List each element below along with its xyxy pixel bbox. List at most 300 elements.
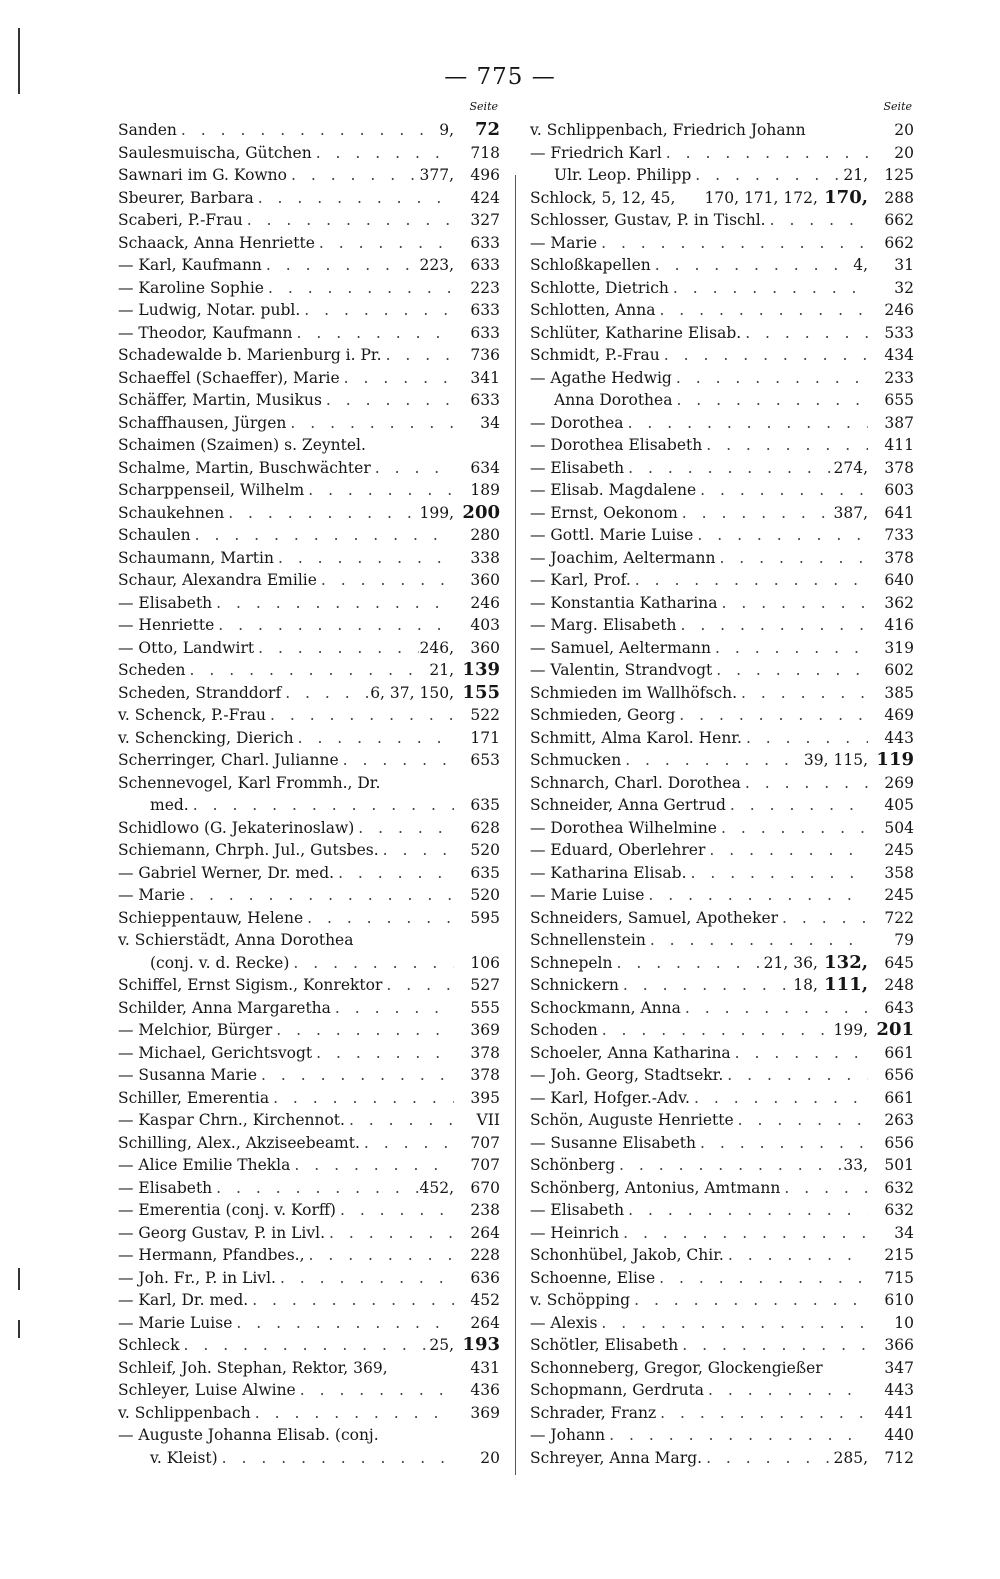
leader-dots: [345, 1109, 454, 1132]
leader-dots: [191, 524, 454, 547]
entry-name: Schlosser, Gustav, P. in Tischl.: [530, 211, 766, 229]
leader-dots: [655, 299, 868, 322]
entry-page: 358: [884, 863, 914, 882]
leader-dots: [687, 862, 869, 885]
index-entry: [118, 1109, 500, 1132]
entry-page: 633: [470, 256, 500, 274]
leader-dots: [724, 1244, 868, 1267]
leader-dots: [630, 1289, 868, 1312]
leader-dots: [696, 1132, 868, 1155]
entry-name: Schiffel, Ernst Sigism., Konrektor: [118, 976, 383, 994]
entry-name: — Joh. Georg, Stadtsekr.: [530, 1066, 724, 1084]
entry-name: Schmieden, Georg: [530, 706, 676, 724]
entry-name: — Karl, Hofger.-Adv.: [530, 1088, 690, 1107]
index-entry: [530, 839, 914, 862]
entry-name: v. Schlippenbach, Friedrich Johann: [530, 121, 806, 139]
entry-page: 635: [470, 796, 500, 814]
entry-page: 215: [884, 1246, 914, 1264]
entry-name: Schoden: [530, 1021, 598, 1039]
index-entry: [118, 254, 500, 277]
entry-name: Schnarch, Charl. Dorothea: [530, 773, 741, 792]
leader-dots: [212, 1177, 419, 1200]
entry-page: 632: [884, 1201, 914, 1219]
index-entry: [118, 569, 500, 592]
index-entry: [530, 434, 914, 457]
index-entry: [118, 1334, 500, 1357]
entry-list: [530, 119, 914, 1469]
entry-name: — Johann: [530, 1426, 606, 1444]
index-entry: [530, 884, 914, 907]
index-entry: [530, 524, 914, 547]
entry-name: Schötler, Elisabeth: [530, 1336, 679, 1354]
leader-dots: [737, 682, 868, 705]
entry-page: 248: [884, 976, 914, 994]
entry-name: — Alexis: [530, 1313, 598, 1332]
index-entry: [118, 1424, 500, 1447]
entry-page: 443: [884, 728, 914, 747]
index-entry: [118, 794, 500, 817]
entry-refs: 18, 111,: [793, 974, 868, 995]
index-entry: [530, 367, 914, 390]
entry-page: 722: [884, 908, 914, 927]
entry-name: Schalme, Martin, Buschwächter: [118, 458, 371, 477]
entry-page: 233: [884, 368, 914, 387]
leader-dots: [312, 1042, 454, 1065]
entry-name: — Elisabeth: [118, 593, 213, 612]
entry-page: 656: [884, 1133, 914, 1152]
index-entry: [530, 209, 914, 232]
entry-page: 200: [462, 501, 500, 523]
entry-page: 653: [470, 751, 500, 769]
leader-dots: [631, 569, 868, 592]
entry-page: 347: [884, 1358, 914, 1377]
leader-dots: [717, 817, 868, 840]
entry-page: 469: [884, 706, 914, 724]
entry-name: Schoeler, Anna Katharina: [530, 1043, 731, 1062]
index-entry: [530, 254, 914, 277]
index-entry: [530, 1222, 914, 1245]
entry-name: — Friedrich Karl: [530, 143, 662, 162]
leader-dots: [705, 839, 868, 862]
entry-refs: 6, 37, 150,: [370, 683, 454, 702]
leader-dots: [780, 1177, 868, 1200]
entry-page: 341: [470, 368, 500, 387]
index-entry: [530, 277, 914, 300]
entry-page: 527: [470, 976, 500, 994]
index-entry: [530, 187, 914, 210]
leader-dots: [264, 277, 454, 300]
entry-name: Schidlowo (G. Jekaterinoslaw): [118, 818, 355, 837]
index-entry: [530, 569, 914, 592]
entry-page: 280: [470, 526, 500, 544]
entry-page: 636: [470, 1268, 500, 1287]
entry-name: Schönberg, Antonius, Amtmann: [530, 1178, 781, 1197]
leader-dots: [322, 389, 454, 412]
index-entry: [118, 457, 500, 480]
entry-page: 504: [884, 818, 914, 837]
index-entry: [530, 457, 914, 480]
entry-name: — Marie: [118, 886, 186, 904]
entry-name: Schoenne, Elise: [530, 1268, 656, 1287]
entry-page: 32: [894, 278, 914, 297]
entry-page: 139: [462, 659, 500, 680]
index-entry: [530, 682, 914, 705]
leader-dots: [339, 749, 454, 772]
entry-name: — Karl, Kaufmann: [118, 256, 262, 274]
index-entry: [118, 1402, 500, 1425]
index-entry: [118, 1087, 500, 1110]
entry-page: 72: [474, 119, 500, 140]
index-entry: [530, 1132, 914, 1155]
index-entry: [530, 344, 914, 367]
index-entry: [118, 1357, 500, 1380]
index-entry: [530, 974, 914, 997]
entry-name: Schmidt, P.-Frau: [530, 346, 660, 364]
page-number: — 775 —: [444, 64, 556, 90]
entry-page: 378: [884, 548, 914, 567]
leader-dots: [662, 142, 868, 165]
leader-dots: [360, 1132, 454, 1155]
entry-name: — Dorothea Elisabeth: [530, 436, 703, 454]
entry-name: — Kaspar Chrn., Kirchennot.: [118, 1111, 345, 1129]
entry-page: 288: [884, 188, 914, 207]
entry-name: — Hermann, Pfandbes.,: [118, 1246, 305, 1264]
entry-page: 10: [894, 1313, 914, 1332]
index-entry: [118, 682, 500, 705]
entry-name: (conj. v. d. Recke): [150, 953, 290, 972]
leader-dots: [296, 1379, 454, 1402]
leader-dots: [287, 164, 419, 187]
entry-name: Schleyer, Luise Alwine: [118, 1381, 296, 1399]
leader-dots: [269, 1087, 454, 1110]
entry-page: 360: [470, 571, 500, 589]
entry-page: 378: [470, 1043, 500, 1062]
index-entry: [118, 1199, 500, 1222]
entry-page: 263: [884, 1111, 914, 1129]
leader-dots: [382, 344, 454, 367]
entry-name: Schaumann, Martin: [118, 548, 274, 567]
leader-dots: [655, 1267, 868, 1290]
entry-name: Schonneberg, Gregor, Glockengießer: [530, 1358, 823, 1377]
entry-name: — Auguste Johanna Elisab. (conj.: [118, 1426, 379, 1444]
leader-dots: [778, 907, 868, 930]
index-entry: [530, 727, 914, 750]
index-entry: [118, 1244, 500, 1267]
leader-dots: [660, 344, 868, 367]
entry-page: 360: [470, 638, 500, 657]
entry-page: 707: [470, 1133, 500, 1152]
entry-page: 736: [470, 346, 500, 364]
entry-page: 171: [470, 728, 500, 747]
index-entry: [530, 1064, 914, 1087]
entry-name: — Joachim, Aeltermann: [530, 548, 716, 567]
index-entry: [118, 749, 500, 772]
leader-dots: [303, 907, 454, 930]
entry-name: Schmieden im Wallhöfsch.: [530, 683, 738, 702]
index-entry: [530, 1109, 914, 1132]
entry-page: 520: [470, 841, 500, 859]
index-entry: [118, 637, 500, 660]
leader-dots: [336, 1199, 454, 1222]
entry-page: 633: [470, 391, 500, 409]
entry-page: 20: [894, 143, 914, 162]
index-entry: [530, 1154, 914, 1177]
entry-name: Schneiders, Samuel, Apotheker: [530, 908, 779, 927]
entry-name: Sbeurer, Barbara: [118, 188, 254, 207]
column-divider: [515, 175, 516, 1475]
index-entry: [118, 929, 500, 952]
entry-page: 125: [884, 166, 914, 184]
index-entry: [530, 614, 914, 637]
entry-page: 715: [884, 1268, 914, 1287]
entry-name: — Otto, Landwirt: [118, 638, 255, 657]
index-entry: [530, 794, 914, 817]
entry-name: — Konstantia Katharina: [530, 593, 718, 612]
entry-name: — Susanna Marie: [118, 1066, 258, 1084]
entry-refs: 9,: [439, 121, 454, 139]
entry-page: 246: [884, 301, 914, 319]
entry-page: 264: [470, 1223, 500, 1242]
entry-page: 264: [470, 1313, 500, 1332]
leader-dots: [702, 1447, 833, 1470]
index-entry: [530, 952, 914, 975]
leader-dots: [672, 367, 868, 390]
index-entry: [530, 907, 914, 930]
index-entry: [118, 862, 500, 885]
leader-dots: [718, 592, 868, 615]
leader-dots: [177, 119, 439, 142]
entry-page: 385: [884, 683, 914, 702]
leader-dots: [293, 322, 454, 345]
leader-dots: [214, 614, 454, 637]
entry-name: — Michael, Gerichtsvogt: [118, 1043, 313, 1062]
index-entry: [118, 367, 500, 390]
entry-page: 228: [470, 1246, 500, 1264]
index-entry: [118, 277, 500, 300]
column-header: Seite: [883, 100, 912, 113]
leader-dots: [715, 547, 868, 570]
leader-dots: [379, 839, 454, 862]
entry-name: Schaack, Anna Henriette: [118, 233, 315, 252]
leader-dots: [289, 952, 454, 975]
index-entry: [530, 142, 914, 165]
index-entry: [530, 389, 914, 412]
entry-name: v. Schencking, Dierich: [118, 728, 294, 747]
entry-list: [118, 119, 500, 1469]
index-entry: [118, 209, 500, 232]
index-entry: [530, 1199, 914, 1222]
index-entry: [530, 547, 914, 570]
leader-dots: [325, 1222, 454, 1245]
leader-dots: [315, 232, 454, 255]
index-entry: [118, 1019, 500, 1042]
leader-dots: [334, 862, 454, 885]
leader-dots: [257, 1064, 454, 1087]
entry-name: Scherringer, Charl. Julianne: [118, 751, 339, 769]
entry-page: 79: [894, 931, 914, 949]
entry-name: Schaimen (Szaimen) s. Zeyntel.: [118, 436, 366, 454]
index-entry: [118, 727, 500, 750]
leader-dots: [340, 367, 454, 390]
entry-page: 378: [470, 1066, 500, 1084]
entry-page: 434: [884, 346, 914, 364]
entry-page: 245: [884, 886, 914, 904]
index-entry: [530, 412, 914, 435]
index-entry: [530, 862, 914, 885]
leader-dots: [186, 659, 430, 682]
bold-ref: 111,: [817, 974, 868, 995]
index-entry: [118, 907, 500, 930]
leader-dots: [681, 997, 868, 1020]
leader-dots: [704, 1379, 868, 1402]
entry-name: — Ernst, Oekonom: [530, 503, 678, 522]
entry-name: Schennevogel, Karl Frommh., Dr.: [118, 773, 381, 792]
leader-dots: [281, 682, 370, 705]
entry-refs: 39, 115,: [803, 751, 868, 769]
leader-dots: [254, 637, 419, 660]
entry-name: Schmucken: [530, 751, 622, 769]
entry-name: — Elisabeth: [118, 1178, 213, 1197]
index-entry: [118, 704, 500, 727]
leader-dots: [726, 794, 868, 817]
leader-dots: [693, 524, 868, 547]
margin-mark: [18, 28, 20, 94]
entry-page: 712: [884, 1448, 914, 1467]
entry-page: 640: [884, 571, 914, 589]
entry-refs: 285,: [833, 1448, 868, 1467]
leader-dots: [696, 479, 868, 502]
entry-page: VII: [476, 1111, 500, 1129]
leader-dots: [644, 884, 868, 907]
entry-page: 106: [470, 953, 500, 972]
entry-page: 395: [470, 1088, 500, 1107]
leader-dots: [598, 1019, 834, 1042]
entry-page: 452: [470, 1291, 500, 1309]
entry-page: 411: [884, 436, 914, 454]
leader-dots: [371, 457, 454, 480]
leader-dots: [304, 479, 454, 502]
entry-name: — Alice Emilie Thekla: [118, 1156, 291, 1174]
entry-page: 661: [884, 1088, 914, 1107]
index-entry: [118, 187, 500, 210]
index-entry: [530, 929, 914, 952]
entry-name: Schockmann, Anna: [530, 998, 681, 1017]
entry-name: Schreyer, Anna Marg.: [530, 1448, 703, 1467]
entry-name: Schaukehnen: [118, 503, 225, 522]
entry-page: 403: [470, 616, 500, 634]
entry-name: Schiller, Emerentia: [118, 1088, 270, 1107]
entry-page: 520: [470, 886, 500, 904]
leader-dots: [248, 1289, 454, 1312]
entry-page: 327: [470, 211, 500, 229]
leader-dots: [212, 592, 454, 615]
index-entry: [118, 119, 500, 142]
entry-name: — Elisabeth: [530, 1201, 625, 1219]
entry-page: 670: [470, 1178, 500, 1197]
entry-name: Schadewalde b. Marienburg i. Pr.: [118, 346, 382, 364]
entry-page: 424: [470, 188, 500, 207]
margin-mark: [18, 1320, 20, 1338]
entry-page: 655: [884, 391, 914, 409]
entry-refs: 21,: [429, 661, 454, 679]
entry-name: — Gottl. Marie Luise: [530, 526, 694, 544]
index-entry: [118, 547, 500, 570]
index-entry: [118, 164, 500, 187]
index-column-left: [118, 100, 500, 1469]
entry-name: Schaffhausen, Jürgen: [118, 413, 287, 432]
entry-page: 441: [884, 1403, 914, 1422]
leader-dots: [272, 1019, 454, 1042]
entry-name: Schlotten, Anna: [530, 301, 656, 319]
index-entry: [530, 817, 914, 840]
entry-page: 633: [470, 323, 500, 342]
entry-page: 31: [894, 256, 914, 274]
index-entry: [118, 974, 500, 997]
entry-name: v. Schenck, P.-Frau: [118, 706, 266, 724]
entry-page: 440: [884, 1426, 914, 1444]
index-entry: [530, 1357, 914, 1380]
index-entry: [118, 884, 500, 907]
entry-page: 707: [470, 1156, 500, 1174]
entry-refs: 33,: [843, 1156, 868, 1174]
entry-page: 369: [470, 1403, 500, 1422]
entry-page: 34: [894, 1223, 914, 1242]
leader-dots: [605, 1424, 868, 1447]
leader-dots: [274, 547, 454, 570]
leader-dots: [254, 187, 454, 210]
index-entry: [530, 749, 914, 772]
index-entry: [118, 412, 500, 435]
leader-dots: [766, 209, 868, 232]
leader-dots: [624, 1199, 868, 1222]
index-entry: [118, 659, 500, 682]
entry-name: Schilder, Anna Margaretha: [118, 998, 331, 1017]
index-entry: [118, 524, 500, 547]
entry-page: 238: [470, 1201, 500, 1219]
entry-name: Schonhübel, Jakob, Chir.: [530, 1246, 724, 1264]
entry-name: Scaberi, P.-Frau: [118, 211, 243, 229]
entry-name: Schlüter, Katharine Elisab.: [530, 323, 742, 342]
index-entry: [530, 322, 914, 345]
leader-dots: [232, 1312, 454, 1335]
entry-page: 628: [470, 818, 500, 837]
leader-dots: [615, 1154, 843, 1177]
index-entry: [530, 299, 914, 322]
entry-name: — Marg. Elisabeth: [530, 616, 677, 634]
entry-refs: 170, 171, 172, 170,: [704, 186, 868, 208]
entry-name: Scharppenseil, Wilhelm: [118, 481, 305, 499]
leader-dots: [317, 569, 454, 592]
entry-page: 431: [470, 1358, 500, 1377]
entry-page: 189: [470, 481, 500, 499]
leader-dots: [731, 1042, 868, 1065]
entry-page: 602: [884, 661, 914, 679]
entry-page: 246: [470, 593, 500, 612]
entry-page: 387: [884, 413, 914, 432]
entry-page: 555: [470, 998, 500, 1017]
entry-name: Schiemann, Chrph. Jul., Gutsbes.: [118, 841, 379, 859]
entry-name: Schaeffel (Schaeffer), Marie: [118, 368, 340, 387]
entry-name: — Marie Luise: [118, 1313, 233, 1332]
leader-dots: [741, 322, 868, 345]
leader-dots: [678, 1334, 868, 1357]
entry-name: Sanden: [118, 121, 177, 139]
entry-name: — Henriette: [118, 616, 215, 634]
index-entry: [530, 1177, 914, 1200]
leader-dots: [224, 502, 419, 525]
index-entry: [530, 1402, 914, 1425]
entry-page: 416: [884, 616, 914, 634]
